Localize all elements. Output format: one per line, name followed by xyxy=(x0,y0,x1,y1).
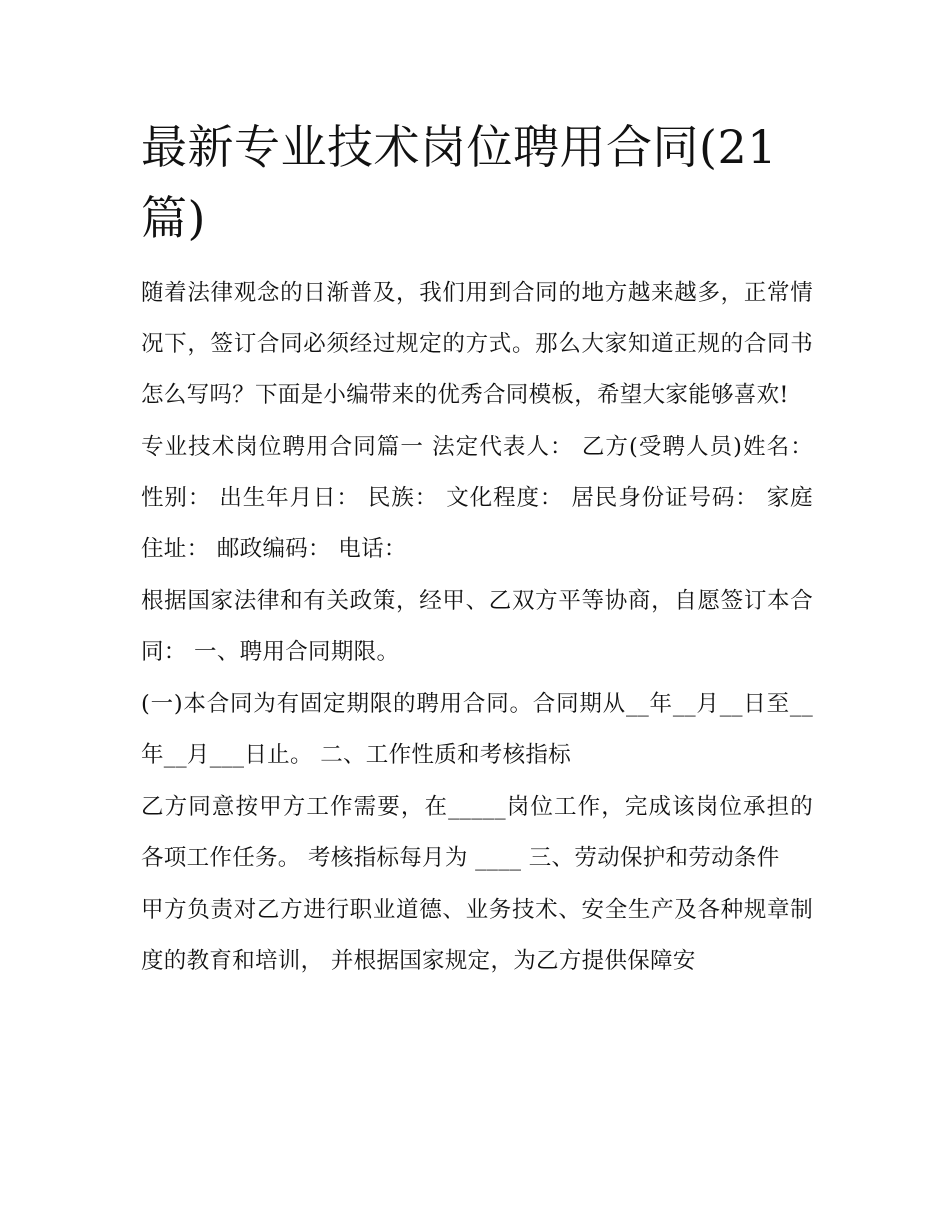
training-paragraph: 甲方负责对乙方进行职业道德、业务技术、安全生产及各种规章制度的教育和培训， 并根据国家规定，为乙方提供保障安 xyxy=(141,897,813,974)
contract-parties-paragraph: 专业技术岗位聘用合同篇一 法定代表人： 乙方(受聘人员)姓名： 性别： 出生年月日： 民族： 文化程度： 居民身份证号码： 家庭住址： 邮政编码： 电话： xyxy=(141,434,813,562)
contract-basis-paragraph: 根据国家法律和有关政策，经甲、乙双方平等协商，自愿签订本合同： 一、聘用合同期限。 xyxy=(141,588,813,665)
contract-term-paragraph: (一)本合同为有固定期限的聘用合同。合同期从__年__月__日至__年__月___日止。 二、工作性质和考核指标 xyxy=(141,691,813,768)
document-page xyxy=(141,112,813,988)
job-duties-paragraph: 乙方同意按甲方工作需要，在_____岗位工作，完成该岗位承担的各项工作任务。 考核指标每月为 ____ 三、劳动保护和劳动条件 xyxy=(141,794,813,871)
document-title: 最新专业技术岗位聘用合同(21篇) xyxy=(141,120,777,245)
intro-paragraph: 随着法律观念的日渐普及，我们用到合同的地方越来越多，正常情况下，签订合同必须经过规定的方式。那么大家知道正规的合同书怎么写吗？下面是小编带来的优秀合同模板，希望大家能够喜欢! xyxy=(141,280,813,408)
